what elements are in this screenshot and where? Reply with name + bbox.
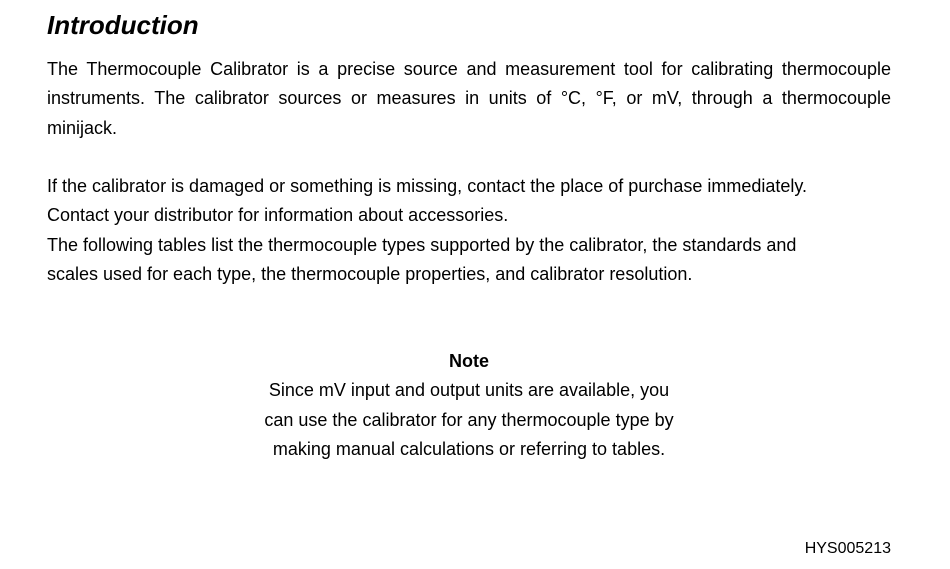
info-line: Contact your distributor for information about accessories. [47, 205, 509, 226]
info-line: The following tables list the thermocouple types supported by the calibrator, the standards and [47, 234, 797, 255]
note-block [0, 347, 938, 464]
note-line: making manual calculations or referring to tables. [272, 438, 666, 459]
info-line: If the calibrator is damaged or something is missing, contact the place of purchase immediately. [47, 176, 808, 196]
intro-paragraph: The Thermocouple Calibrator is a precise source and measurement tool for calibrating thermocouple instruments. The calibrator sources or measures in units of °C, °F, or mV, through a thermocouple minijack. [47, 59, 891, 138]
note-line: Since mV input and output units are available, you [268, 380, 670, 401]
document-id: HYS005213 [804, 540, 891, 557]
note-title: Note [449, 351, 489, 371]
section-title: Introduction [47, 10, 199, 40]
info-line: scales used for each type, the thermocouple properties, and calibrator resolution. [47, 263, 693, 284]
info-paragraph [47, 172, 891, 289]
note-line: can use the calibrator for any thermocouple type by [264, 409, 674, 430]
